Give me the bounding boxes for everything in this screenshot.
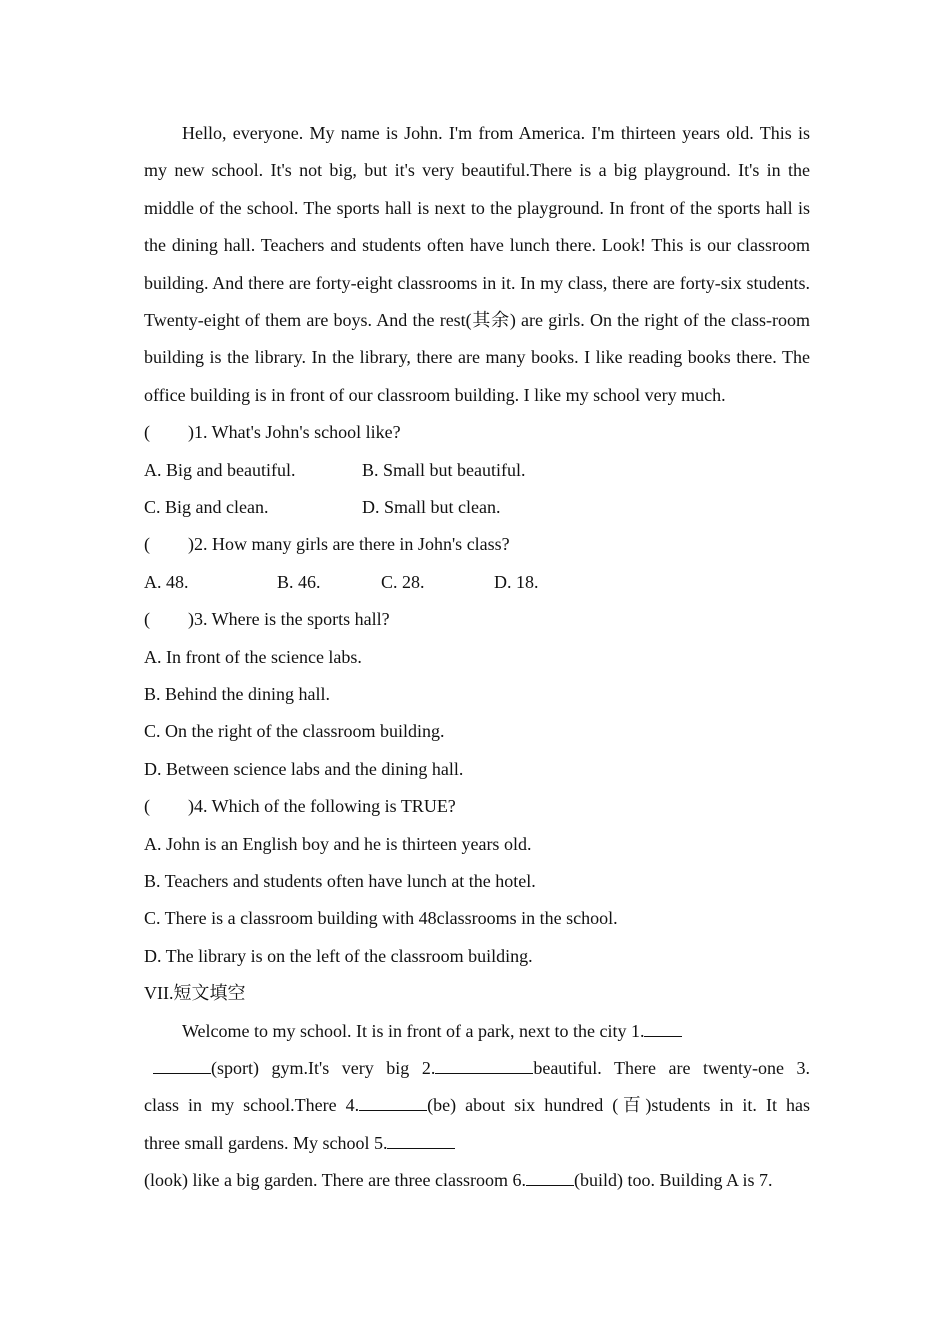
- options-row: [144, 489, 810, 526]
- option-d: D. 18.: [494, 571, 539, 592]
- answer-bracket: (: [144, 534, 150, 555]
- question-2: ( ) 2. How many girls are there in John's class?: [144, 526, 810, 563]
- options-row: [144, 564, 810, 601]
- option-b: B. Small but beautiful.: [362, 459, 526, 480]
- option-d: D. Small but clean.: [362, 497, 501, 518]
- passage-text: Hello, everyone. My name is John. I'm from America. I'm thirteen years old. This is my new school. It's not big, but it's very beautiful.There is a big playground. It's in the middle of the school. The sports hall is next to the playground. In front of the sports hall is the dining hall. Teachers and students often have lunch there. Look! This is our classroom building. And there are forty-eight classrooms in it. In my class, there are forty-six students. Twenty-eight of them are boys. And the rest(其余) are girls. On the right of the class-room building is the library. In the library, there are many books. I like reading books there. The office building is in front of our classroom building. I like my school very much.: [144, 123, 810, 405]
- answer-bracket: (: [144, 796, 150, 817]
- blank-2[interactable]: [435, 1055, 533, 1074]
- question-stem: 2. How many girls are there in John's class?: [194, 534, 510, 555]
- document-page: [144, 115, 810, 1200]
- cloze-line: Welcome to my school. It is in front of a park, next to the city 1.: [144, 1013, 810, 1050]
- cloze-line: class in my school.There 4. (be) about six hundred (百)students in it. It has: [144, 1087, 810, 1124]
- cloze-line: (sport) gym.It's very big 2. beautiful. There are twenty-one 3.: [144, 1050, 810, 1087]
- question-stem: 4. Which of the following is TRUE?: [194, 796, 456, 817]
- reading-passage: [144, 115, 810, 414]
- option-d: D. The library is on the left of the classroom building.: [144, 945, 533, 966]
- option-c: C. 28.: [381, 571, 425, 592]
- section-heading: VII.短文填空: [144, 983, 246, 1004]
- options-row: [144, 452, 810, 489]
- answer-bracket: (: [144, 422, 150, 443]
- option-c: C. There is a classroom building with 48classrooms in the school.: [144, 908, 618, 929]
- blank-1[interactable]: [644, 1018, 682, 1037]
- question-3: ( ) 3. Where is the sports hall?: [144, 601, 810, 638]
- question-4: ( ) 4. Which of the following is TRUE?: [144, 788, 810, 825]
- option-a: A. John is an English boy and he is thirteen years old.: [144, 833, 532, 854]
- option-d: D. Between science labs and the dining hall.: [144, 758, 464, 779]
- option-b: B. Behind the dining hall.: [144, 683, 330, 704]
- option-b: B. Teachers and students often have lunch at the hotel.: [144, 870, 536, 891]
- question-stem: 1. What's John's school like?: [194, 422, 401, 443]
- cloze-passage: [144, 1013, 810, 1200]
- blank-4[interactable]: [359, 1092, 427, 1111]
- option-c: C. On the right of the classroom building.: [144, 721, 445, 742]
- option-a: A. Big and beautiful.: [144, 459, 296, 480]
- cloze-line: (look) like a big garden. There are three classroom 6. (build) too. Building A is 7.: [144, 1162, 810, 1199]
- answer-bracket: (: [144, 609, 150, 630]
- option-a: A. In front of the science labs.: [144, 646, 362, 667]
- blank-6[interactable]: [526, 1167, 574, 1186]
- option-b: B. 46.: [277, 571, 321, 592]
- option-a: A. 48.: [144, 571, 189, 592]
- question-1: ( ) 1. What's John's school like?: [144, 414, 810, 451]
- blank-5[interactable]: [387, 1130, 455, 1149]
- cloze-line: three small gardens. My school 5.: [144, 1125, 810, 1162]
- option-c: C. Big and clean.: [144, 497, 269, 518]
- blank-1-continued[interactable]: [153, 1055, 211, 1074]
- question-stem: 3. Where is the sports hall?: [194, 609, 390, 630]
